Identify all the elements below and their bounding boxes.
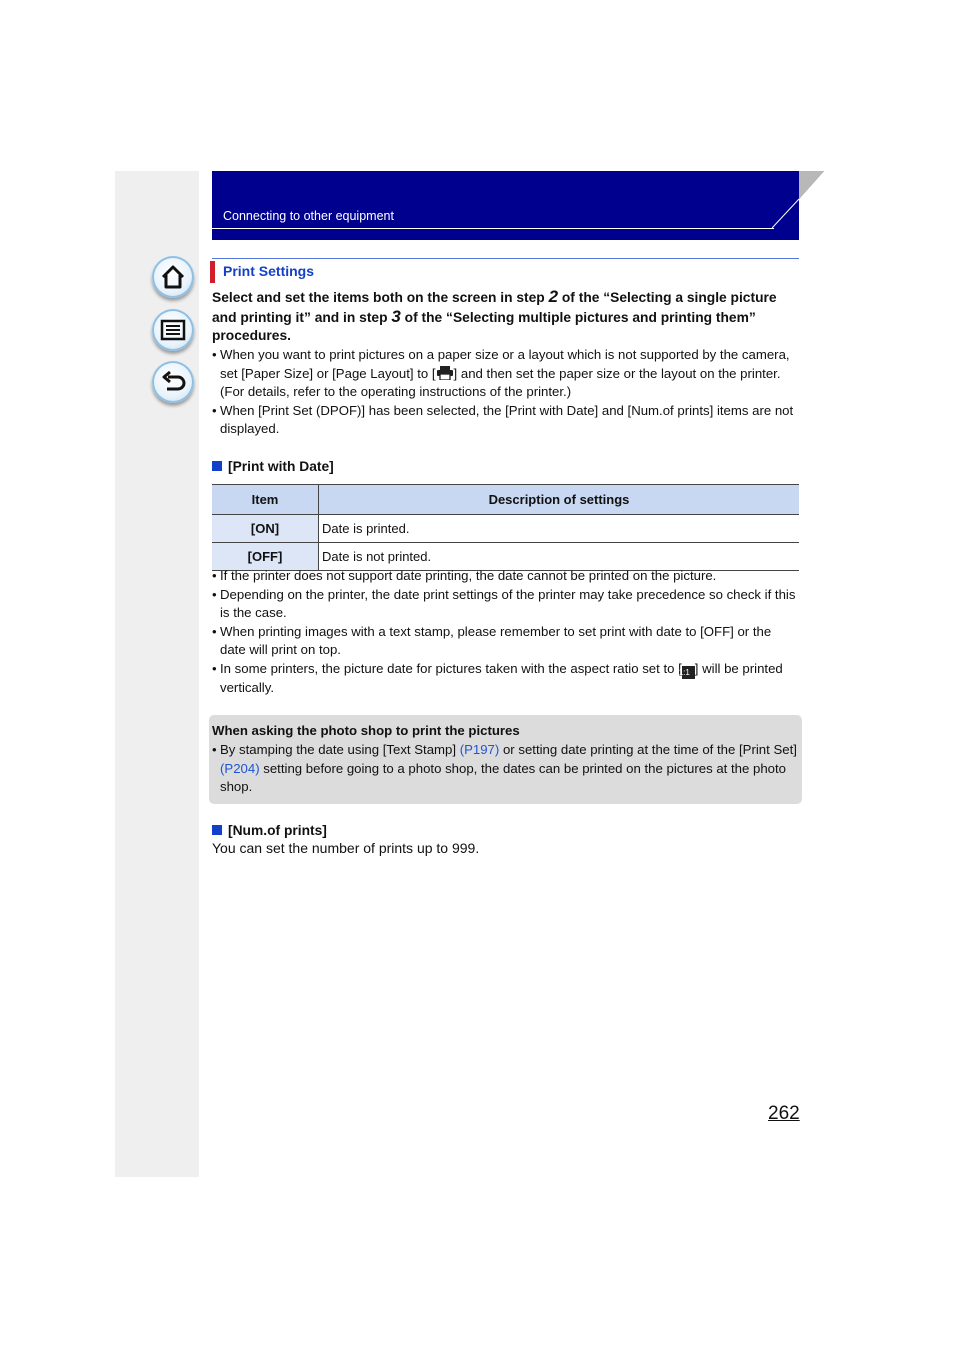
chapter-header	[212, 171, 799, 240]
home-button[interactable]	[152, 256, 194, 298]
contents-button[interactable]	[152, 309, 194, 351]
square-bullet-icon	[212, 825, 222, 835]
intro-bullets	[212, 346, 800, 439]
back-button[interactable]	[152, 361, 194, 403]
list-item: • When [Print Set (DPOF)] has been selected, the [Print with Date] and [Num.of prints] items are not displayed.	[212, 402, 794, 436]
table-row	[212, 515, 799, 543]
list-item: • If the printer does not support date printing, the date cannot be printed on the picture.	[212, 568, 717, 583]
aspect-ratio-icon: 1:1	[682, 666, 695, 679]
date-bullets	[212, 567, 800, 697]
list-item: • Depending on the printer, the date print settings of the printer may take precedence so check if this is the case.	[212, 586, 796, 620]
num-of-prints-text: You can set the number of prints up to 999.	[212, 840, 480, 856]
home-icon	[159, 263, 187, 291]
description-cell: Date is not printed.	[319, 543, 800, 571]
chapter-title: Connecting to other equipment	[223, 209, 394, 223]
printer-icon	[436, 366, 454, 380]
table-header-row	[212, 485, 799, 515]
return-icon	[159, 368, 187, 396]
print-with-date-heading: [Print with Date]	[212, 459, 334, 474]
num-of-prints-heading: [Num.of prints]	[212, 823, 327, 838]
intro-instruction: Select and set the items both on the screen in step 2 of the “Selecting a single picture and printing it” and in step 3 of the “Selecting multiple pictures and printing them” procedures.	[212, 287, 777, 344]
page-number: 262	[768, 1103, 800, 1124]
description-cell: Date is printed.	[319, 515, 800, 543]
square-bullet-icon	[212, 461, 222, 471]
section-rule	[212, 258, 799, 259]
note-title: When asking the photo shop to print the pictures	[212, 723, 520, 738]
note-bullets	[212, 741, 800, 797]
settings-table	[212, 484, 799, 571]
item-cell: [OFF]	[212, 543, 319, 571]
section-title: Print Settings	[223, 263, 315, 279]
page-link-p204[interactable]: (P204)	[220, 760, 260, 776]
list-item: • When printing images with a text stamp, please remember to set print with date to [OFF] or the date will print on top.	[212, 623, 772, 657]
list-item: • By stamping the date using [Text Stamp] (P197) or setting date printing at the time of the [Print Set] (P204) setting before going to a photo shop, the dates can be printed on the pictures at the photo shop.	[212, 742, 797, 794]
column-header: Description of settings	[319, 485, 800, 515]
header-underline	[212, 228, 774, 229]
list-item: • In some printers, the picture date for pictures taken with the aspect ratio set to [1:1 ] will be printed vertically.	[212, 660, 783, 695]
column-header: Item	[212, 485, 319, 515]
header-corner	[772, 171, 824, 240]
section-marker	[210, 261, 215, 283]
page-link-p197[interactable]: (P197)	[459, 742, 500, 757]
list-icon	[159, 316, 187, 344]
item-cell: [ON]	[212, 515, 319, 543]
list-item: • When you want to print pictures on a paper size or a layout which is not supported by the camera, set [Paper Size] or [Page Layout] to [ ] and then set the paper size or the layout on the printer. (For details, refer to the operating instructions of the printer.)	[212, 347, 790, 399]
